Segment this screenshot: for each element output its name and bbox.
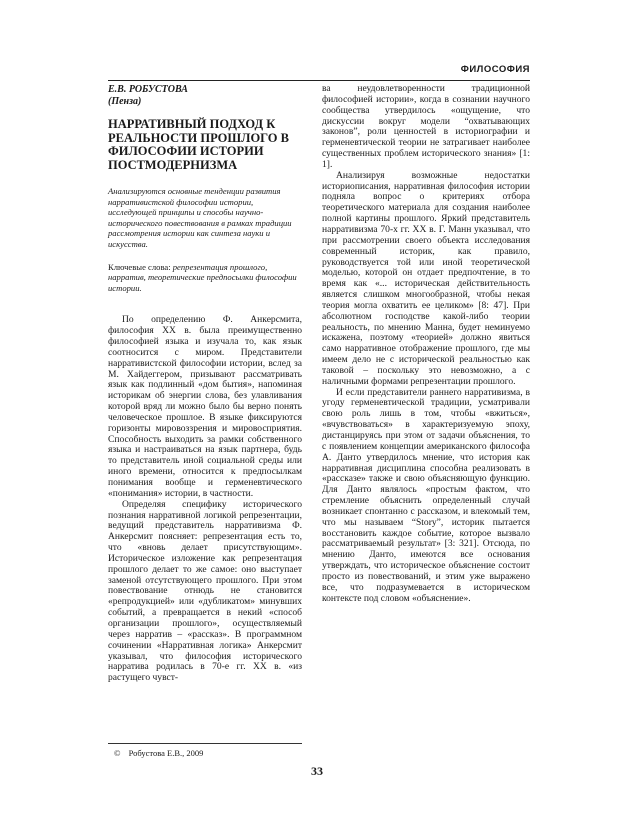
body-paragraph: По определению Ф. Анкерсмита, философия XX в. была преимущественно философией языка и изучала то, как язык соотносится с миром. Представители нарративистской философии истории, вслед за М. Хайдеггером, призывают рассматривать язык как подлинный «дом бытия», напоминая историкам об энергии слова, без улавливания которой вряд ли можно было бы верно понять человеческое прошлое. В языке фиксируются горизонты мировоззрения и мировосприятия. Способность выходить за рамки собственного языка и настраиваться на язык партнера, будь то представитель иной социальной среды или иного времени, относится к предпосылкам понимания вообще и герменевтического «понимания» истории, в частности.: [108, 314, 302, 499]
copyright-footnote: [108, 743, 302, 758]
body-paragraph: И если представители раннего нарративизма, в угоду герменевтической традиции, усматривали свою роль лишь в том, чтобы «вжиться», «вчувствоваться» в характеризуемую эпоху, дистанцируясь при этом от задачи объяснения, то с появлением концепции американского философа А. Данто утвердилось мнение, что история как нарративная дисциплина способна реализовать в «рассказе» также и свою объясняющую функцию. Для Данто являлось «простым фактом, что стремление объяснить определенный случай возникает спонтанно с рассказом, и влекомый тем, что мы называем “Story”, историк пытается восстановить каждое событие, которое вызвало рассматриваемый результат» [3: 321]. Отсюда, по мнению Данто, имеются все основания утверждать, что историческое объяснение состоит просто из повествований, и этим уже выражено все, что подразумевается в историческом контексте под словом «объяснение».: [322, 386, 530, 604]
page-number: 33: [311, 764, 323, 778]
left-body: [108, 315, 302, 684]
keywords-text: репрезентация прошлого, нарратив, теоретические предпосылки философии истории.: [108, 261, 297, 293]
section-title: ФИЛОСОФИЯ: [460, 64, 530, 75]
keywords-label: Ключевые слова:: [108, 261, 171, 272]
left-column: [108, 84, 302, 684]
author-name: Е.В. РОБУСТОВА: [108, 84, 188, 95]
copyright-symbol: ©: [114, 748, 121, 758]
copyright-text: Робустова Е.В., 2009: [128, 748, 204, 758]
body-paragraph: Определяя специфику исторического познания нарративной логикой репрезентации, ведущий представитель нарративизма Ф. Анкерсмит поясняет: репрезентация есть то, что «вновь делает присутствующим». Историческое изложение как репрезентация прошлого делает то же самое: оно выступает заменой отсутствующего прошлого. При этом повествование отнюдь не становится «репродукцией» или «дубликатом» минувших событий, а превращается в некий «способ организации прошлого», осуществляемый через нарратив – «рассказ». В программном сочинении «Нарративная логика» Анкерсмит указывал, что философия исторического нарратива родилась в 70-е гг. XX в. «из растущего чувст-: [108, 498, 302, 684]
body-paragraph: ва неудовлетворенности традиционной философией истории», когда в сознании научного сообщества утвердилось «ощущение, что дискуссии вокруг модели “охватывающих законов”, роли ценностей в историографии и герменевтической теории не затрагивает наиболее существенных проблем исторического знания» [1: 1].: [322, 83, 530, 170]
article-title: НАРРАТИВНЫЙ ПОДХОД К РЕАЛЬНОСТИ ПРОШЛОГО В ФИЛОСОФИИ ИСТОРИИ ПОСТМОДЕРНИЗМА: [108, 117, 289, 172]
author-affiliation: (Пенза): [108, 96, 142, 107]
running-header: [108, 64, 530, 81]
body-paragraph: Анализируя возможные недостатки историописания, нарративная философия истории подняла вопрос о критериях отбора теоретического материала для создания наиболее полной картины прошлого. Яркий представитель нарративизма 70-х гг. XX в. Г. Манн указывал, что при рассмотрении своего объекта исследования современный историк, как правило, руководствуется той или иной теоретической моделью, которой он отдает предпочтение, в то время как «... историческая действительность является слишком многообразной, чтобы некая теория могла охватить ее целиком» [8: 47]. При абсолютном господстве какой-либо теории реальность, по мнению Манна, будет неминуемо искажена, поэтому «теорией» должно явиться само нарративное отображение прошлого, где мы имеем дело не с исторической реальностью как таковой – поскольку это невозможно, а с наличными формами репрезентации прошлого.: [322, 169, 530, 387]
right-column: [322, 84, 530, 605]
abstract: Анализируются основные тенденции развития нарративистской философии истории, исследующей принципы и способы научно-исторического повествования в рамках традиции рассмотрения истории как синтеза науки и искусства.: [108, 186, 292, 249]
keywords: [108, 262, 302, 294]
